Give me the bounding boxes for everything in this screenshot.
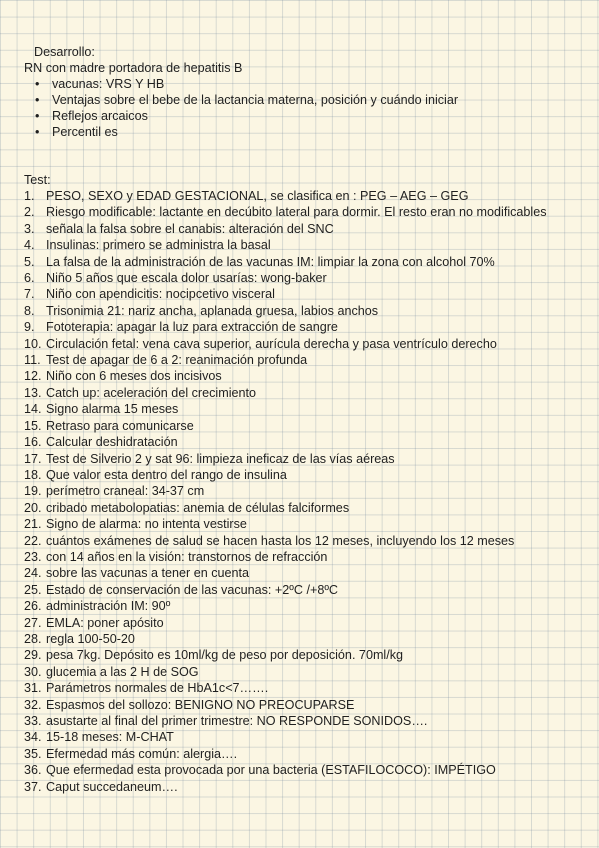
- test-item: [0, 549, 599, 565]
- test-item-number: 28.: [24, 631, 42, 646]
- test-item-text: Catch up: aceleración del crecimiento: [46, 385, 257, 400]
- test-item-text: Caput succedaneum….: [46, 779, 178, 794]
- test-item: [0, 631, 599, 647]
- test-item-text: Signo de alarma: no intenta vestirse: [46, 517, 247, 532]
- test-item-text: Test de apagar de 6 a 2: reanimación profunda: [46, 353, 308, 368]
- test-item-number: 33.: [24, 714, 42, 728]
- test-item-number: 35.: [24, 746, 42, 761]
- bullet-item: [24, 124, 458, 140]
- test-item-number: 29.: [24, 648, 42, 663]
- test-item-number: 15.: [24, 418, 42, 433]
- test-item: [0, 664, 599, 680]
- test-item: [0, 615, 599, 631]
- test-item-number: 18.: [24, 467, 42, 482]
- bullet-item: [24, 92, 458, 108]
- test-item-text: administración IM: 90º: [46, 599, 171, 614]
- bullet-item: [24, 108, 458, 124]
- test-item-number: 5.: [24, 254, 35, 269]
- test-item-text: Riesgo modificable: lactante en decúbito lateral para dormir. El resto eran no modificables: [46, 205, 547, 220]
- bullet-dot: •: [35, 109, 40, 123]
- test-item: [0, 188, 599, 204]
- test-item: [0, 533, 599, 549]
- test-item-number: 7.: [24, 287, 35, 302]
- test-item-text: Niño con 6 meses dos incisivos: [46, 369, 222, 384]
- test-item-text: Que valor esta dentro del rango de insulina: [46, 467, 287, 482]
- test-item-text: Retraso para comunicarse: [46, 418, 194, 433]
- test-item-number: 21.: [24, 517, 42, 532]
- test-item: [0, 697, 599, 713]
- test-item: [0, 303, 599, 319]
- test-item: [0, 483, 599, 499]
- test-item-text: Estado de conservación de las vacunas: +2ºC /+8ºC: [46, 582, 339, 597]
- test-item-text: Parámetros normales de HbA1c<7…….: [46, 681, 269, 696]
- test-item-number: 26.: [24, 599, 42, 614]
- test-item-number: 11.: [24, 353, 41, 368]
- test-item-number: 14.: [24, 402, 42, 417]
- test-item-number: 8.: [24, 303, 35, 318]
- test-item-number: 3.: [24, 221, 35, 236]
- test-item: [0, 352, 599, 368]
- test-item: [0, 779, 599, 795]
- test-item-text: cuántos exámenes de salud se hacen hasta los 12 meses, incluyendo los 12 meses: [46, 533, 515, 548]
- test-item-number: 30.: [24, 664, 42, 679]
- bullet-dot: •: [35, 93, 40, 107]
- test-item: [0, 254, 599, 270]
- test-item-number: 22.: [24, 533, 42, 548]
- bullet-item: [24, 76, 458, 92]
- development-bullet-list: [24, 76, 458, 140]
- test-item-number: 10.: [24, 336, 42, 351]
- test-item: [0, 467, 599, 483]
- test-item-text: Fototerapia: apagar la luz para extracción de sangre: [46, 320, 338, 335]
- test-item: [0, 746, 599, 762]
- test-item-text: Espasmos del sollozo: BENIGNO NO PREOCUPARSE: [46, 697, 355, 712]
- test-item: [0, 451, 599, 467]
- test-item: [0, 368, 599, 384]
- test-item-text: Insulinas: primero se administra la basal: [46, 238, 271, 253]
- test-item: [0, 221, 599, 237]
- test-item-text: Circulación fetal: vena cava superior, aurícula derecha y pasa ventrículo derecho: [46, 336, 497, 351]
- test-item: [0, 565, 599, 581]
- test-item: [0, 680, 599, 696]
- test-item: [0, 647, 599, 663]
- test-item-number: 32.: [24, 697, 42, 712]
- test-item-number: 23.: [24, 549, 42, 564]
- test-item-number: 9.: [24, 320, 35, 335]
- development-subtitle: RN con madre portadora de hepatitis B: [24, 61, 243, 75]
- test-item: [0, 418, 599, 434]
- bullet-dot: •: [35, 125, 40, 139]
- test-item-number: 36.: [24, 763, 42, 778]
- test-item-text: Calcular deshidratación: [46, 435, 178, 450]
- test-item-number: 2.: [24, 205, 35, 220]
- test-item-text: regla 100-50-20: [46, 631, 135, 646]
- test-item-text: Niño 5 años que escala dolor usarías: wong-baker: [46, 271, 327, 286]
- test-item-text: sobre las vacunas a tener en cuenta: [46, 566, 250, 581]
- test-item-text: Que efermedad esta provocada por una bacteria (ESTAFILOCOCO): IMPÉTIGO: [46, 763, 496, 778]
- test-item-text: Trisonimia 21: nariz ancha, aplanada gruesa, labios anchos: [46, 303, 379, 318]
- test-item: [0, 500, 599, 516]
- test-item-number: 6.: [24, 271, 35, 286]
- test-item: [0, 237, 599, 253]
- test-item: [0, 385, 599, 401]
- test-item-text: asustarte al final del primer trimestre: NO RESPONDE SONIDOS….: [46, 714, 428, 728]
- test-item-number: 13.: [24, 385, 42, 400]
- bullet-text: Percentil es: [52, 125, 118, 139]
- test-item-number: 20.: [24, 500, 42, 515]
- bullet-text: Reflejos arcaicos: [52, 109, 148, 123]
- test-item: [0, 516, 599, 532]
- test-item-number: 37.: [24, 779, 42, 794]
- test-item-text: Niño con apendicitis: nocipcetivo visceral: [46, 287, 275, 302]
- test-question-list: [0, 188, 599, 795]
- test-item-text: Test de Silverio 2 y sat 96: limpieza ineficaz de las vías aéreas: [46, 451, 395, 466]
- test-item-number: 31.: [24, 681, 42, 696]
- test-item-number: 17.: [24, 451, 42, 466]
- test-item-text: Signo alarma 15 meses: [46, 402, 179, 417]
- test-item-number: 19.: [24, 484, 42, 499]
- test-item-text: EMLA: poner apósito: [46, 615, 164, 630]
- test-item-text: perímetro craneal: 34-37 cm: [46, 484, 205, 499]
- test-item-text: Efermedad más común: alergia….: [46, 746, 238, 761]
- test-item: [0, 434, 599, 450]
- test-item-text: PESO, SEXO y EDAD GESTACIONAL, se clasifica en : PEG – AEG – GEG: [46, 189, 469, 203]
- test-item-text: señala la falsa sobre el canabis: alteración del SNC: [46, 221, 334, 236]
- test-item: [0, 598, 599, 614]
- test-item-number: 1.: [24, 189, 35, 203]
- bullet-text: Ventajas sobre el bebe de la lactancia materna, posición y cuándo iniciar: [52, 93, 459, 107]
- test-item: [0, 204, 599, 220]
- test-item: [0, 336, 599, 352]
- test-item-number: 12.: [24, 369, 42, 384]
- bullet-text: vacunas: VRS Y HB: [52, 77, 165, 91]
- test-item-number: 34.: [24, 730, 42, 745]
- test-item-text: 15-18 meses: M-CHAT: [46, 730, 174, 745]
- development-heading: Desarrollo:: [34, 45, 95, 59]
- test-item-number: 24.: [24, 566, 42, 581]
- test-item-text: La falsa de la administración de las vacunas IM: limpiar la zona con alcohol 70%: [46, 254, 495, 269]
- test-item-number: 16.: [24, 435, 42, 450]
- test-item-text: cribado metabolopatias: anemia de células falciformes: [46, 500, 350, 515]
- test-item-text: pesa 7kg. Depósito es 10ml/kg de peso por deposición. 70ml/kg: [46, 648, 404, 663]
- test-item: [0, 270, 599, 286]
- test-item: [0, 401, 599, 417]
- test-item: [0, 762, 599, 778]
- test-heading: Test:: [24, 173, 51, 187]
- test-item: [0, 286, 599, 302]
- test-item: [0, 319, 599, 335]
- test-item-number: 4.: [24, 238, 35, 253]
- test-item-text: glucemia a las 2 H de SOG: [46, 664, 199, 679]
- test-item-text: con 14 años en la visión: transtornos de refracción: [46, 549, 328, 564]
- test-item-number: 27.: [24, 615, 42, 630]
- test-item: [0, 713, 599, 729]
- test-item: [0, 582, 599, 598]
- bullet-dot: •: [35, 77, 40, 91]
- test-item-number: 25.: [24, 582, 42, 597]
- test-item: [0, 729, 599, 745]
